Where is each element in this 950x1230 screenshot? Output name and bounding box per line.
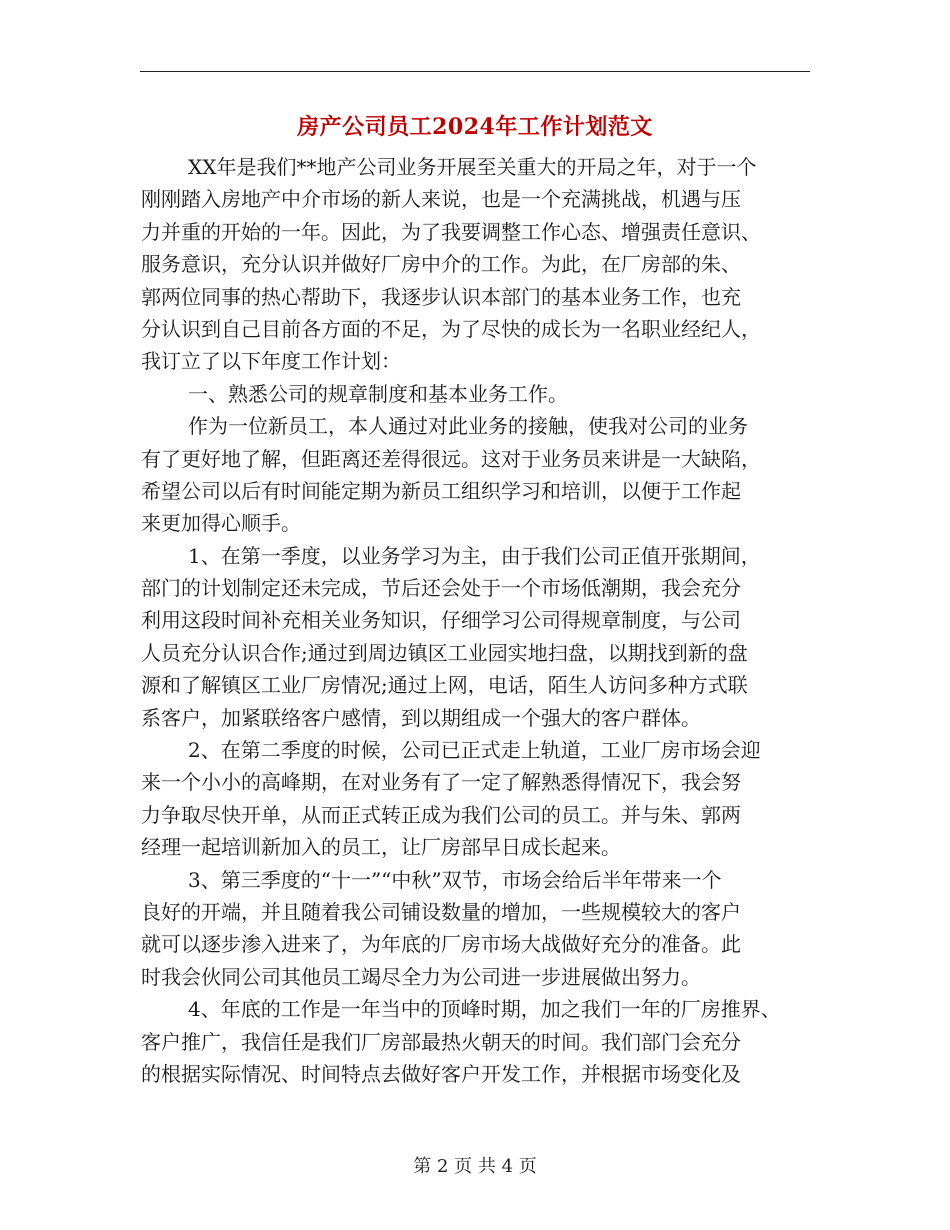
text-line: 源和了解镇区工业厂房情况;通过上网，电话，陌生人访问多种方式联 <box>141 673 748 698</box>
text-line: 就可以逐步渗入进来了，为年底的厂房市场大战做好充分的准备。此 <box>141 932 741 957</box>
text-line: 部门的计划制定还未完成，节后还会处于一个市场低潮期，我会充分 <box>141 576 741 601</box>
text-line: 力并重的开始的一年。因此，为了我要调整工作心态、增强责任意识、 <box>141 219 761 244</box>
text-line: 人员充分认识合作;通过到周边镇区工业园实地扫盘，以期找到新的盘 <box>141 640 748 665</box>
text-line: 3、第三季度的“十一”“中秋”双节，市场会给后半年带来一个 <box>188 867 722 892</box>
document-title: 房产公司员工2024年工作计划范文 <box>297 114 653 140</box>
text-line: 时我会伙同公司其他员工竭尽全力为公司进一步进展做出努力。 <box>141 964 701 989</box>
text-line: 1、在第一季度，以业务学习为主，由于我们公司正值开张期间， <box>188 543 761 568</box>
text-line: 来一个小小的高峰期，在对业务有了一定了解熟悉得情况下，我会努 <box>141 770 741 795</box>
text-line: 郭两位同事的热心帮助下，我逐步认识本部门的基本业务工作，也充 <box>141 284 741 309</box>
text-line: 有了更好地了解，但距离还差得很远。这对于业务员来讲是一大缺陷， <box>141 446 761 471</box>
text-line: 分认识到自己目前各方面的不足，为了尽快的成长为一名职业经纪人， <box>141 316 761 341</box>
text-line: 刚刚踏入房地产中介市场的新人来说，也是一个充满挑战，机遇与压 <box>141 187 741 212</box>
text-line: XX年是我们**地产公司业务开展至关重大的开局之年，对于一个 <box>188 155 757 179</box>
header-divider <box>140 71 810 72</box>
text-line: 系客户，加紧联络客户感情，到以期组成一个强大的客户群体。 <box>141 705 701 730</box>
text-line: 作为一位新员工，本人通过对此业务的接触，使我对公司的业务 <box>188 414 748 439</box>
text-line: 经理一起培训新加入的员工，让厂房部早日成长起来。 <box>141 835 621 860</box>
text-line: 客户推广，我信任是我们厂房部最热火朝天的时间。我们部门会充分 <box>141 1029 741 1054</box>
page-number-footer: 第 2 页 共 4 页 <box>413 1156 537 1177</box>
text-line: 我订立了以下年度工作计划： <box>141 349 401 374</box>
text-line: 来更加得心顺手。 <box>141 511 301 536</box>
text-line: 服务意识，充分认识并做好厂房中介的工作。为此，在厂房部的朱、 <box>141 252 741 277</box>
text-line: 力争取尽快开单，从而正式转正成为我们公司的员工。并与朱、郭两 <box>141 802 741 827</box>
text-line: 良好的开端，并且随着我公司铺设数量的增加，一些规模较大的客户 <box>141 899 741 924</box>
text-line: 2、在第二季度的时候，公司已正式走上轨道，工业厂房市场会迎 <box>188 738 761 763</box>
text-line: 一、熟悉公司的规章制度和基本业务工作。 <box>188 381 568 406</box>
text-line: 4、年底的工作是一年当中的顶峰时期，加之我们一年的厂房推界、 <box>188 997 781 1022</box>
text-line: 利用这段时间补充相关业务知识，仔细学习公司得规章制度，与公司 <box>141 608 741 633</box>
text-line: 希望公司以后有时间能定期为新员工组织学习和培训，以便于工作起 <box>141 478 741 503</box>
document-body <box>141 151 811 1090</box>
text-line: 的根据实际情况、时间特点去做好客户开发工作，并根据市场变化及 <box>141 1061 741 1086</box>
